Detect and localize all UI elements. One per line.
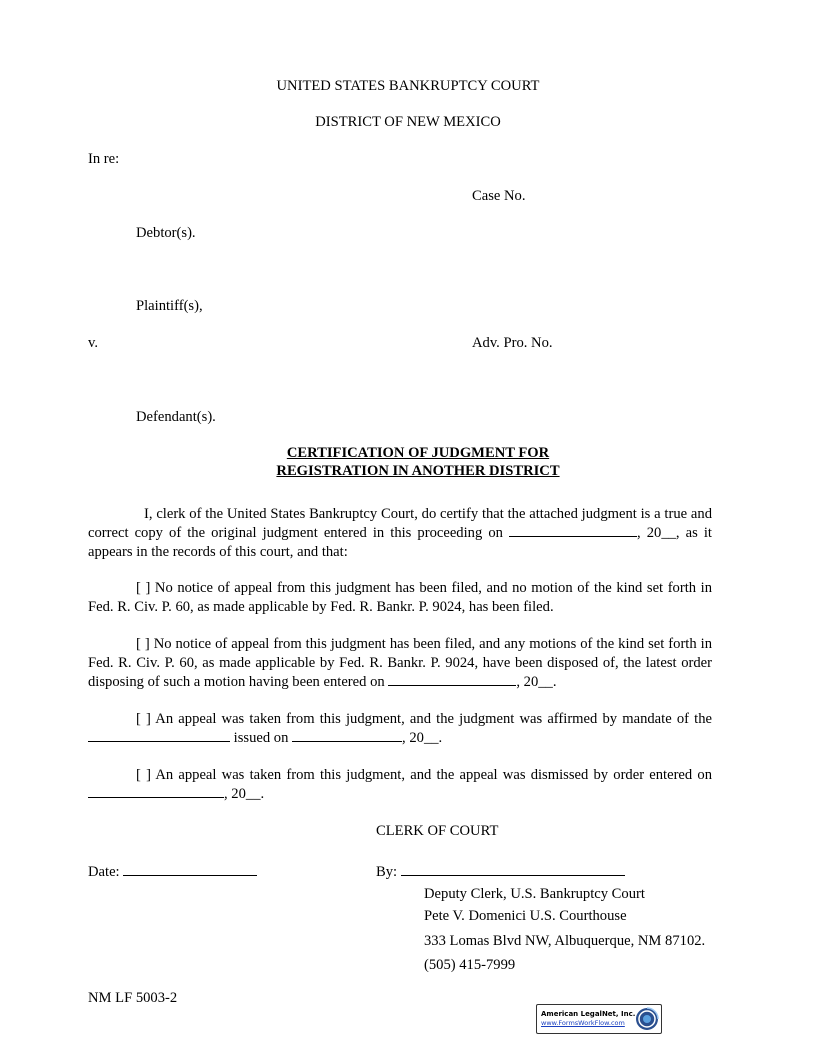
globe-icon	[635, 1007, 659, 1031]
certification-intro: I, clerk of the United States Bankruptcy Court, do certify that the attached judgment is a true and correct copy of the original judgment entered in this proceeding on	[88, 506, 712, 541]
publisher-url[interactable]: www.FormsWorkFlow.com	[541, 1019, 625, 1027]
deputy-clerk-line: Deputy Clerk, U.S. Bankruptcy Court	[424, 886, 645, 902]
dismissal-date-blank[interactable]	[88, 785, 224, 798]
option-2-text: No notice of appeal from this judgment has been filed, and any motions of the kind set forth in Fed. R. Civ. P. 60, as made applicable by Fed. R. Bankr. P. 9024, have been disposed of, the latest order disposing of such a motion having been entered on	[88, 636, 712, 690]
plaintiffs-label: Plaintiff(s),	[136, 298, 203, 314]
court-district: DISTRICT OF NEW MEXICO	[315, 114, 501, 130]
debtors-label: Debtor(s).	[136, 225, 196, 241]
adv-pro-no-label: Adv. Pro. No.	[472, 335, 553, 351]
phone-line: (505) 415-7999	[424, 957, 516, 973]
document-title-line2: REGISTRATION IN ANOTHER DISTRICT	[276, 463, 560, 479]
mandate-court-blank[interactable]	[88, 729, 230, 742]
option-2-year: , 20__.	[516, 674, 557, 690]
option-3-year: , 20__.	[402, 730, 443, 746]
option-appeal-dismissed	[88, 766, 712, 804]
certification-intro-end: , 20__, as it appears in the records of this court, and that:	[88, 525, 712, 560]
option-3-issued: issued on	[233, 730, 289, 746]
defendants-label: Defendant(s).	[136, 409, 216, 425]
option-4-checkbox[interactable]: [ ]	[136, 767, 151, 783]
publisher-badge[interactable]	[536, 1004, 662, 1034]
document-title-line1: CERTIFICATION OF JUDGMENT FOR	[286, 445, 550, 461]
signature-blank[interactable]	[401, 863, 625, 876]
by-field	[376, 863, 625, 881]
option-4-year: , 20__.	[224, 786, 265, 802]
versus-label: v.	[88, 335, 98, 351]
by-label: By:	[376, 864, 398, 880]
option-no-appeal-no-motion	[88, 579, 712, 617]
case-no-label: Case No.	[472, 188, 526, 204]
date-label: Date:	[88, 864, 120, 880]
clerk-of-court-heading: CLERK OF COURT	[376, 823, 499, 839]
option-1-checkbox[interactable]: [ ]	[136, 580, 151, 596]
form-id: NM LF 5003-2	[88, 990, 178, 1006]
signature-date-blank[interactable]	[123, 863, 257, 876]
mandate-date-blank[interactable]	[292, 729, 402, 742]
option-4-text: An appeal was taken from this judgment, and the appeal was dismissed by order entered on	[155, 767, 713, 783]
courthouse-line: Pete V. Domenici U.S. Courthouse	[424, 908, 627, 924]
date-field	[88, 863, 257, 881]
court-name: UNITED STATES BANKRUPTCY COURT	[276, 78, 540, 94]
option-appeal-affirmed	[88, 710, 712, 748]
option-3-text: An appeal was taken from this judgment, and the judgment was affirmed by mandate of the	[155, 711, 713, 727]
publisher-name: American LegalNet, Inc.	[541, 1010, 636, 1018]
option-3-checkbox[interactable]: [ ]	[136, 711, 151, 727]
option-2-checkbox[interactable]: [ ]	[136, 636, 150, 652]
option-1-text: No notice of appeal from this judgment has been filed, and no motion of the kind set forth in Fed. R. Civ. P. 60, as made applicable by Fed. R. Bankr. P. 9024, has been filed.	[88, 580, 712, 615]
option-no-appeal-motions-disposed	[88, 635, 712, 692]
judgment-date-blank[interactable]	[509, 524, 637, 537]
in-re-label: In re:	[88, 151, 120, 167]
order-date-blank[interactable]	[388, 673, 516, 686]
certification-paragraph	[88, 505, 712, 562]
address-line: 333 Lomas Blvd NW, Albuquerque, NM 87102.	[424, 933, 706, 949]
